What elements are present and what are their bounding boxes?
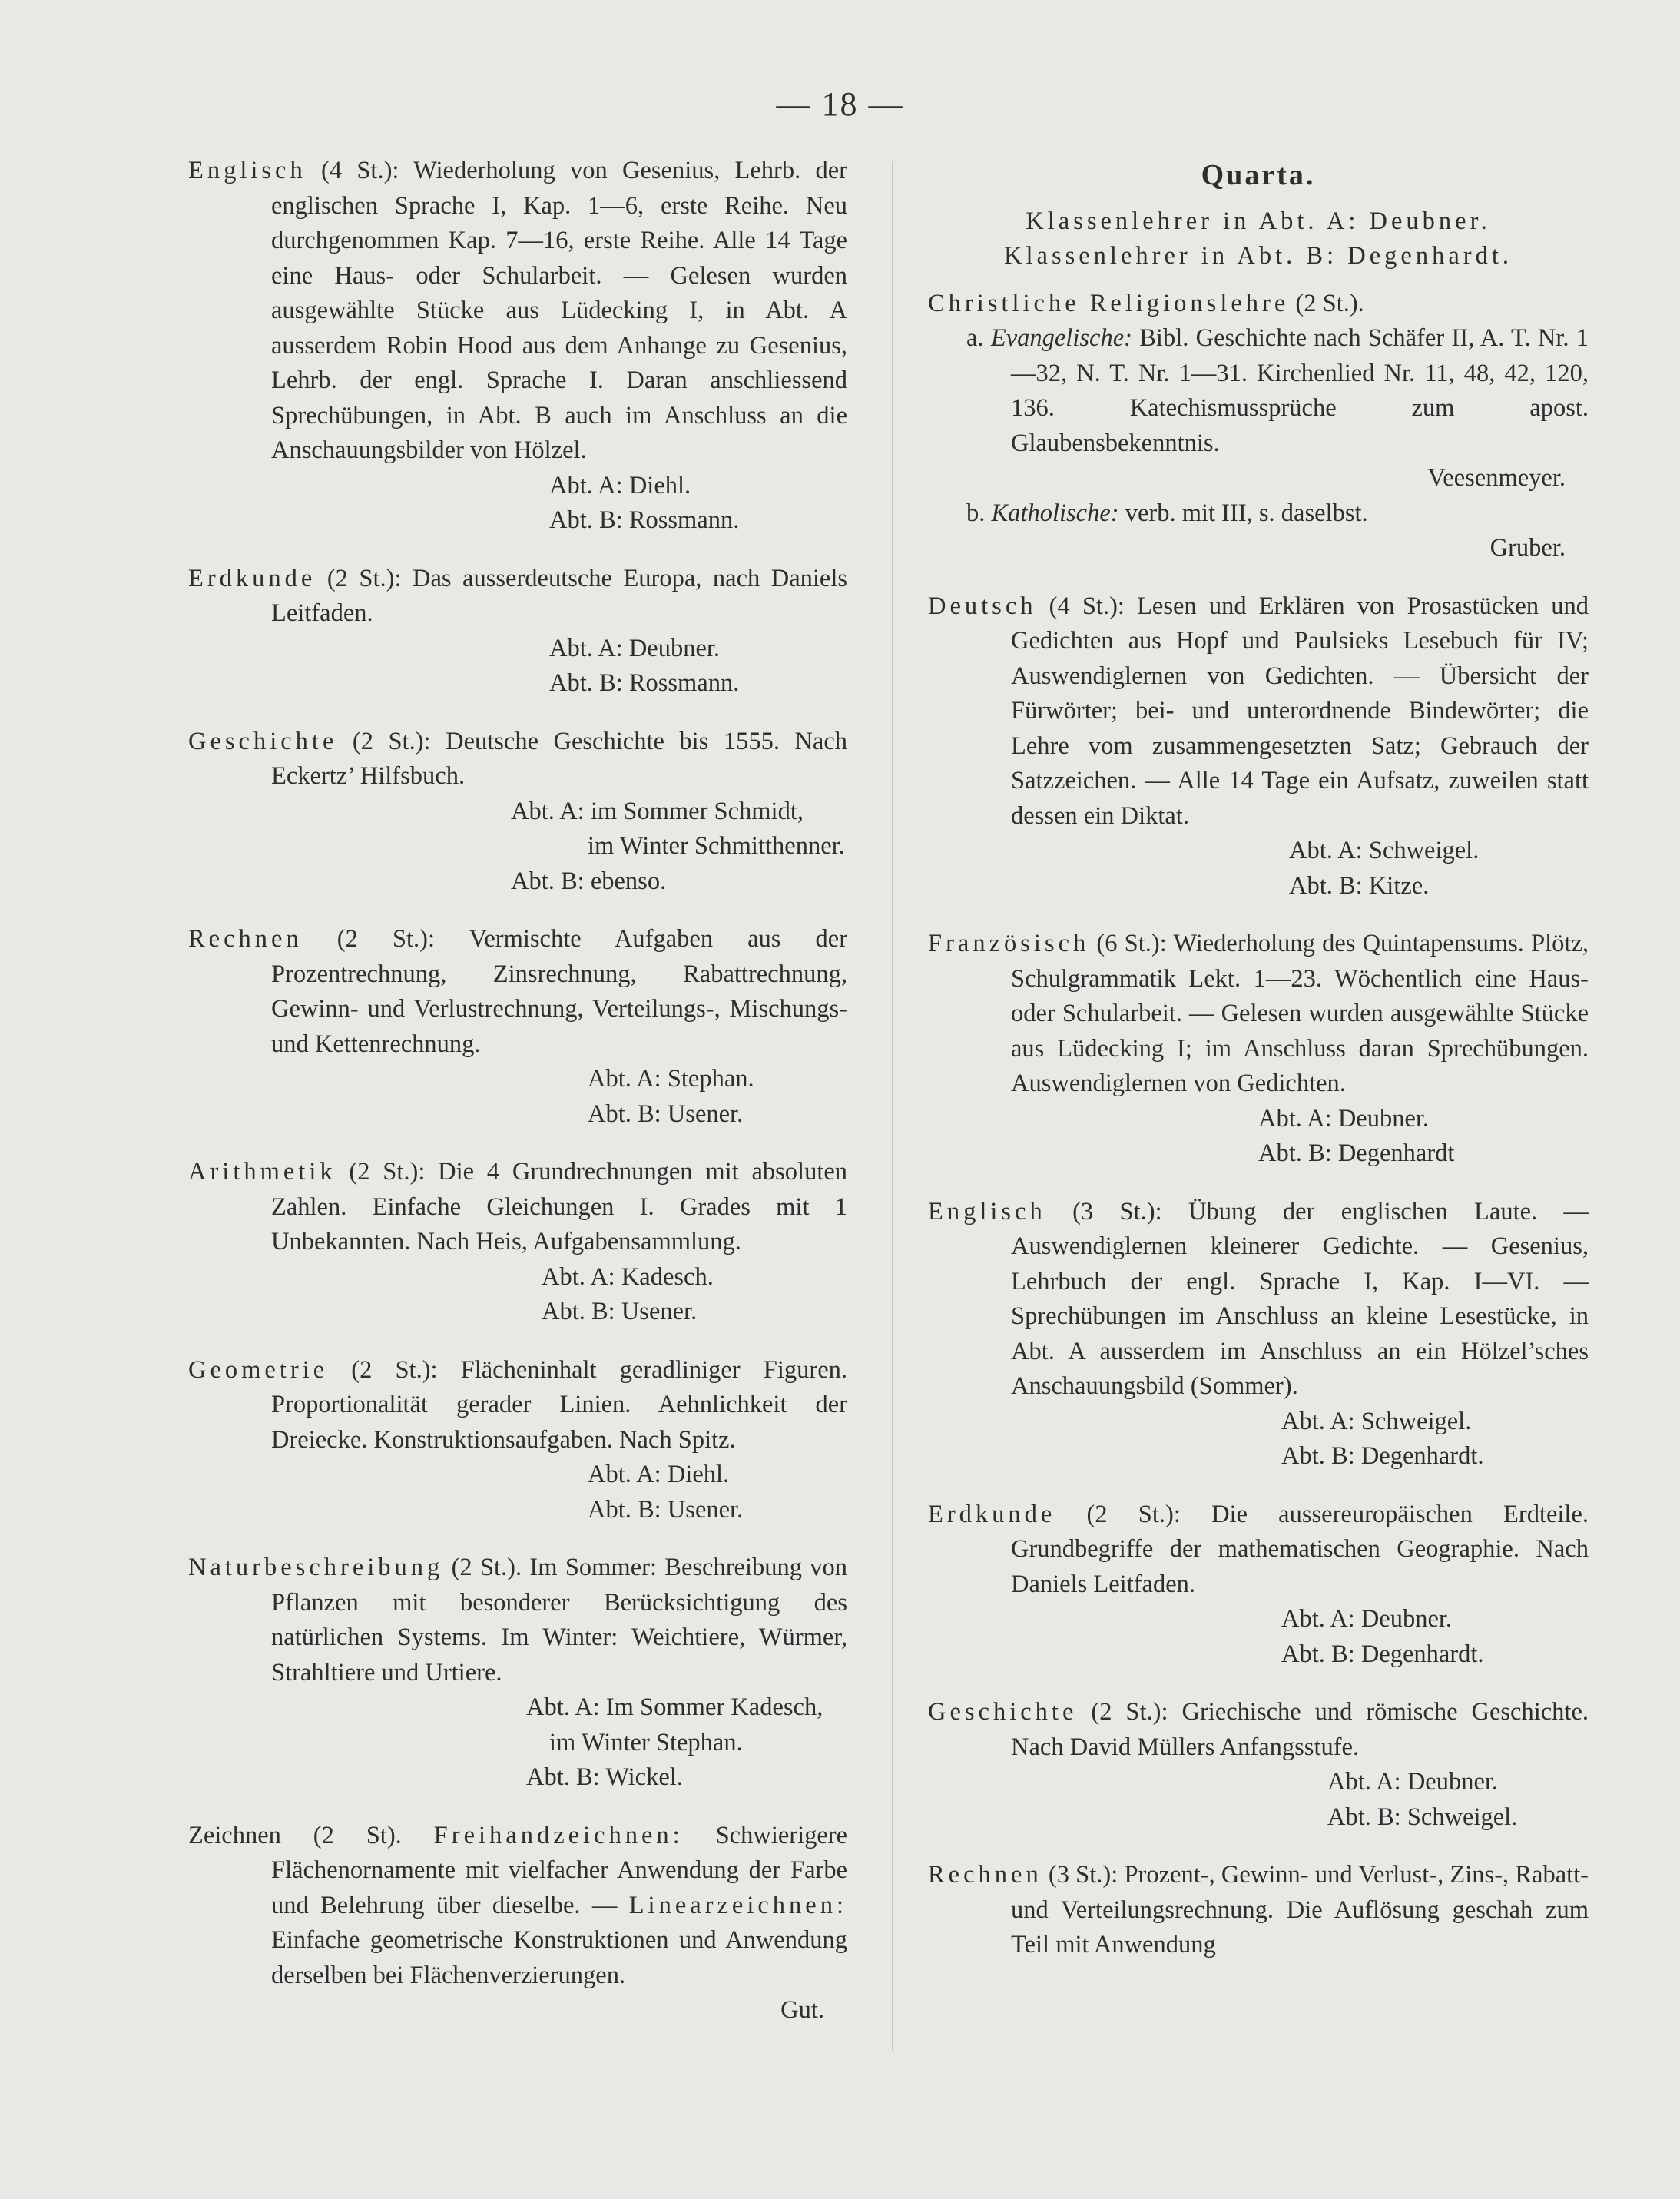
entry-englisch-right [928, 1195, 1589, 1474]
entry-text [188, 154, 847, 469]
teacher-b: Abt. B: Degenhardt. [1281, 1442, 1484, 1470]
class-teacher-a: Klassenlehrer in Abt. A: Deubner. [1026, 207, 1491, 235]
entry-zeichnen [188, 1819, 847, 2028]
subheading-freihand: Freihandzeichnen: [433, 1821, 684, 1849]
teacher-a: Abt. A: Im Sommer Kadesch, [526, 1693, 823, 1721]
denomination: Evangelische: [990, 324, 1132, 352]
description: Übung der englischen Laute. — Auswendiglernen kleinerer Gedichte. — Gesenius, Lehrbuch der engl. Sprache I, Kap. I—VI. — Sprechübungen im Anschluss an kleine Lesestücke, in Abt. A ausserdem im Anschluss an ein Hölzel’sches Anschauungsbild (Sommer). [1011, 1197, 1589, 1400]
subject-name: Naturbeschreibung [188, 1554, 444, 1581]
subject-name: Geschichte [928, 1698, 1078, 1726]
teacher-a: Abt. A: Deubner. [1258, 1104, 1430, 1133]
entry-text [928, 1498, 1589, 1603]
subject-name: Christliche Religionslehre [928, 289, 1290, 317]
subject-name: Erdkunde [188, 564, 316, 592]
right-column [928, 154, 1589, 1986]
teacher-b: Abt. B: Degenhardt. [1281, 1640, 1484, 1668]
hours: (2 St.). [1295, 289, 1364, 317]
teacher-b: Abt. B: Wickel. [526, 1763, 683, 1791]
hours: (2 St.): [1086, 1500, 1181, 1528]
teacher-b: Abt. B: Rossmann. [549, 506, 740, 534]
subject-name: Englisch [188, 157, 307, 184]
hours: (4 St.): [1049, 592, 1125, 620]
item-label: b. [966, 499, 986, 527]
teacher-a: Abt. A: Deubner. [1281, 1605, 1453, 1633]
teacher-a: Abt. A: Stephan. [588, 1065, 754, 1093]
entry-naturbeschreibung [188, 1551, 847, 1796]
teacher: Gut. [780, 1996, 824, 2024]
subject-name: Französisch [928, 930, 1090, 957]
entry-erdkunde-left [188, 562, 847, 701]
entry-geschichte-right [928, 1695, 1589, 1835]
description: verb. mit III, s. daselbst. [1125, 499, 1368, 527]
entry-franzoesisch [928, 927, 1589, 1172]
class-teacher-b: Klassenlehrer in Abt. B: Degenhardt. [1004, 242, 1513, 270]
entry-text [188, 1819, 847, 1994]
subject-name: Geschichte [188, 727, 338, 755]
teacher-b: Abt. B: ebenso. [511, 867, 667, 895]
entry-rechnen-left [188, 922, 847, 1132]
hours: (2 St). [313, 1821, 402, 1849]
entry-text [928, 1858, 1589, 1963]
religion-a [928, 321, 1589, 461]
description: Im Sommer: Beschreibung von Pflanzen mit besonderer Berücksichtigung des natürlichen Systems. Im Winter: Weichtiere, Würmer, Strahltiere und Urtiere. [271, 1554, 848, 1687]
column-divider [892, 161, 893, 2051]
teacher-a: Abt. A: Schweigel. [1289, 837, 1480, 864]
hours: (2 St.). [451, 1554, 522, 1581]
teacher-a-winter: im Winter Schmitthenner. [588, 832, 845, 860]
entry-text [928, 287, 1589, 322]
entry-geschichte-left [188, 725, 847, 900]
description: Bibl. Geschichte nach Schäfer II, A. T. Nr. 1—32, N. T. Nr. 1—31. Kirchenlied Nr. 11, 48, 42, 120, 136. Katechismussprüche zum apost. Glaubensbekenntnis. [1011, 324, 1589, 457]
subject-name: Deutsch [928, 592, 1037, 620]
teacher-b: Abt. B: Usener. [588, 1495, 744, 1524]
teacher-a: Abt. A: Diehl. [549, 471, 691, 499]
description: Wiederholung des Quintapensums. Plötz, Schulgrammatik Lekt. 1—23. Wöchentlich eine Haus- oder Schularbeit. — Gelesen wurden ausgewählte Stücke aus Lüdecking I; im Anschluss daran Sprechübungen. Auswendiglernen von Gedichten. [1011, 930, 1589, 1097]
teacher-a: Veesenmeyer. [1427, 464, 1566, 492]
teacher-a-winter: im Winter Stephan. [549, 1728, 743, 1756]
entry-text [188, 1551, 847, 1690]
description: Vermischte Aufgaben aus der Prozentrechnung, Zinsrechnung, Rabattrechnung, Gewinn- und Verlustrechnung, Verteilungs-, Mischungs- und Kettenrechnung. [271, 925, 848, 1058]
teacher-b: Abt. B: Usener. [542, 1298, 698, 1325]
description: Flächeninhalt geradliniger Figuren. Proportionalität gerader Linien. Aehnlichkeit der Dreiecke. Konstruktionsaufgaben. Nach Spitz. [271, 1355, 847, 1454]
entry-erdkunde-right [928, 1498, 1589, 1673]
teacher-b: Abt. B: Degenhardt [1258, 1139, 1455, 1167]
description-linear: Einfache geometrische Konstruktionen und Anwendung derselben bei Flächenverzierungen. [271, 1926, 847, 1989]
teacher-b: Abt. B: Rossmann. [549, 669, 740, 697]
description: Die 4 Grundrechnungen mit absoluten Zahlen. Einfache Gleichungen I. Grades mit 1 Unbekannten. Nach Heis, Aufgabensammlung. [271, 1158, 848, 1255]
entry-text [188, 1155, 847, 1260]
entry-deutsch [928, 589, 1589, 904]
teacher-a: Abt. A: Deubner. [549, 634, 721, 662]
entry-englisch-left [188, 154, 847, 539]
description: Griechische und römische Geschichte. Nach David Müllers Anfangsstufe. [1011, 1698, 1589, 1761]
entry-text [188, 562, 847, 632]
subject-name: Englisch [928, 1197, 1046, 1226]
denomination: Katholische: [991, 499, 1119, 527]
subject-name: Erdkunde [928, 1500, 1056, 1528]
entry-text [928, 1695, 1589, 1765]
hours: (2 St.): [1091, 1698, 1168, 1726]
description: Schwierigere Flächenornamente mit vielfacher Anwendung der Farbe und Belehrung über dieselbe. — [271, 1821, 848, 1919]
subject-name: Rechnen [188, 925, 303, 953]
entry-rechnen-right [928, 1858, 1589, 1963]
entry-religion [928, 287, 1589, 566]
entry-arithmetik [188, 1155, 847, 1330]
hours: (4 St.): [321, 157, 399, 184]
subject-name: Arithmetik [188, 1158, 336, 1186]
description: Die aussereuropäischen Erdteile. Grundbegriffe der mathematischen Geographie. Nach Daniels Leitfaden. [1011, 1500, 1589, 1598]
teacher-b: Abt. B: Schweigel. [1327, 1803, 1518, 1831]
subject-name: Rechnen [928, 1861, 1042, 1889]
teacher-a: Abt. A: Deubner. [1327, 1768, 1499, 1796]
subject-name: Zeichnen [188, 1821, 281, 1849]
entry-text [928, 589, 1589, 834]
hours: (3 St.): [1048, 1861, 1118, 1889]
teacher-b: Abt. B: Kitze. [1289, 871, 1430, 900]
teacher-b: Abt. B: Usener. [588, 1100, 744, 1128]
hours: (2 St.): [326, 564, 402, 592]
hours: (2 St.): [336, 925, 435, 953]
subheading-linear: Linearzeichnen: [628, 1891, 848, 1919]
entry-text [188, 1353, 847, 1458]
entry-text [928, 1195, 1589, 1405]
religion-b [928, 496, 1589, 532]
class-heading: Quarta. [1201, 159, 1316, 191]
description: Das ausserdeutsche Europa, nach Daniels Leitfaden. [271, 564, 848, 627]
description: Lesen und Erklären von Prosastücken und Gedichten aus Hopf und Paulsieks Lesebuch für IV; Auswendiglernen von Gedichten. — Übersicht der Fürwörter; bei- und unterordnende Bindewörter; die Lehre vom zusammengesetzten Satz; Gebrauch der Satzzeichen. — Alle 14 Tage ein Aufsatz, zuweilen statt dessen ein Diktat. [1011, 592, 1589, 830]
entry-text [188, 725, 847, 794]
page-number: — 18 — [776, 85, 904, 123]
teacher-a: Abt. A: im Sommer Schmidt, [511, 797, 804, 825]
teacher-b: Gruber. [1489, 534, 1566, 562]
subject-name: Geometrie [188, 1355, 329, 1384]
teacher-a: Abt. A: Diehl. [588, 1461, 730, 1488]
entry-text [188, 922, 847, 1062]
hours: (2 St.): [349, 1158, 426, 1186]
entry-text [928, 927, 1589, 1102]
teacher-a: Abt. A: Kadesch. [542, 1262, 714, 1291]
hours: (2 St.): [351, 1355, 438, 1384]
description: Wiederholung von Gesenius, Lehrb. der englischen Sprache I, Kap. 1—6, erste Reihe. Neu durchgenommen Kap. 7—16, erste Reihe. Alle 14 Tage eine Haus- oder Schularbeit. — Gelesen wurden ausgewählte Stücke aus Lüdecking I, in Abt. A ausserdem Robin Hood aus dem Anhange zu Gesenius, Lehrb. der engl. Sprache I. Daran anschliessend Sprechübungen, in Abt. B auch im Anschluss an die Anschauungsbilder von Hölzel. [271, 157, 848, 464]
teacher-a: Abt. A: Schweigel. [1281, 1407, 1472, 1435]
item-label: a. [966, 324, 984, 352]
description: Deutsche Geschichte bis 1555. Nach Eckertz’ Hilfsbuch. [271, 727, 848, 790]
hours: (2 St.): [352, 727, 431, 755]
entry-geometrie [188, 1353, 847, 1528]
left-column [188, 154, 847, 2051]
description: Prozent-, Gewinn- und Verlust-, Zins-, Rabatt- und Verteilungsrechnung. Die Auflösung geschah zum Teil mit Anwendung [1011, 1861, 1589, 1959]
hours: (6 St.): [1096, 930, 1167, 957]
hours: (3 St.): [1072, 1197, 1162, 1226]
